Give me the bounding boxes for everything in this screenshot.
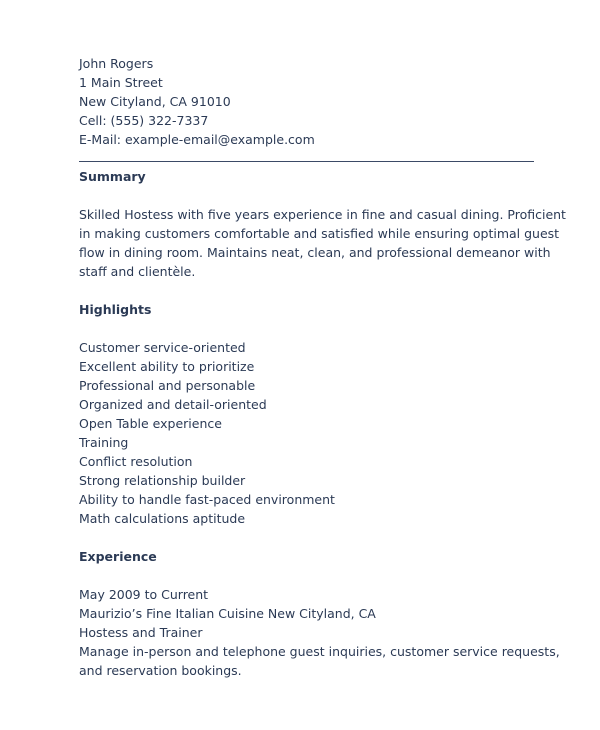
highlight-item: Customer service-oriented [79,340,246,355]
contact-block [79,54,539,149]
experience-employer: Maurizio’s Fine Italian Cuisine New Cityland, CA [79,606,376,621]
header-divider [79,161,534,162]
contact-city: New Cityland, CA 91010 [79,94,231,109]
highlight-item: Excellent ability to prioritize [79,359,255,374]
experience-section [79,547,560,680]
experience-role: Hostess and Trainer [79,625,203,640]
highlight-item: Math calculations aptitude [79,511,246,526]
summary-section [79,167,566,281]
summary-line: in making customers comfortable and satisfied while ensuring optimal guest [79,226,560,241]
contact-street: 1 Main Street [79,75,163,90]
contact-email: E-Mail: example-email@example.com [79,132,315,147]
highlight-item: Professional and personable [79,378,256,393]
highlight-item: Organized and detail-oriented [79,397,267,412]
summary-line: staff and clientèle. [79,264,196,279]
contact-name: John Rogers [79,56,154,71]
contact-cell: Cell: (555) 322-7337 [79,113,209,128]
highlights-heading: Highlights [79,302,152,317]
experience-heading: Experience [79,549,157,564]
resume-content [79,54,566,680]
highlight-item: Training [79,435,129,450]
highlight-item: Strong relationship builder [79,473,246,488]
highlights-section [79,300,539,528]
summary-line: flow in dining room. Maintains neat, clean, and professional demeanor with [79,245,551,260]
experience-description-line: and reservation bookings. [79,663,242,678]
summary-line: Skilled Hostess with five years experience in fine and casual dining. Proficient [79,207,566,222]
summary-heading: Summary [79,169,146,184]
experience-description-line: Manage in-person and telephone guest inquiries, customer service requests, [79,644,560,659]
highlight-item: Ability to handle fast-paced environment [79,492,335,507]
highlight-item: Conflict resolution [79,454,193,469]
highlight-item: Open Table experience [79,416,222,431]
experience-dates: May 2009 to Current [79,587,209,602]
